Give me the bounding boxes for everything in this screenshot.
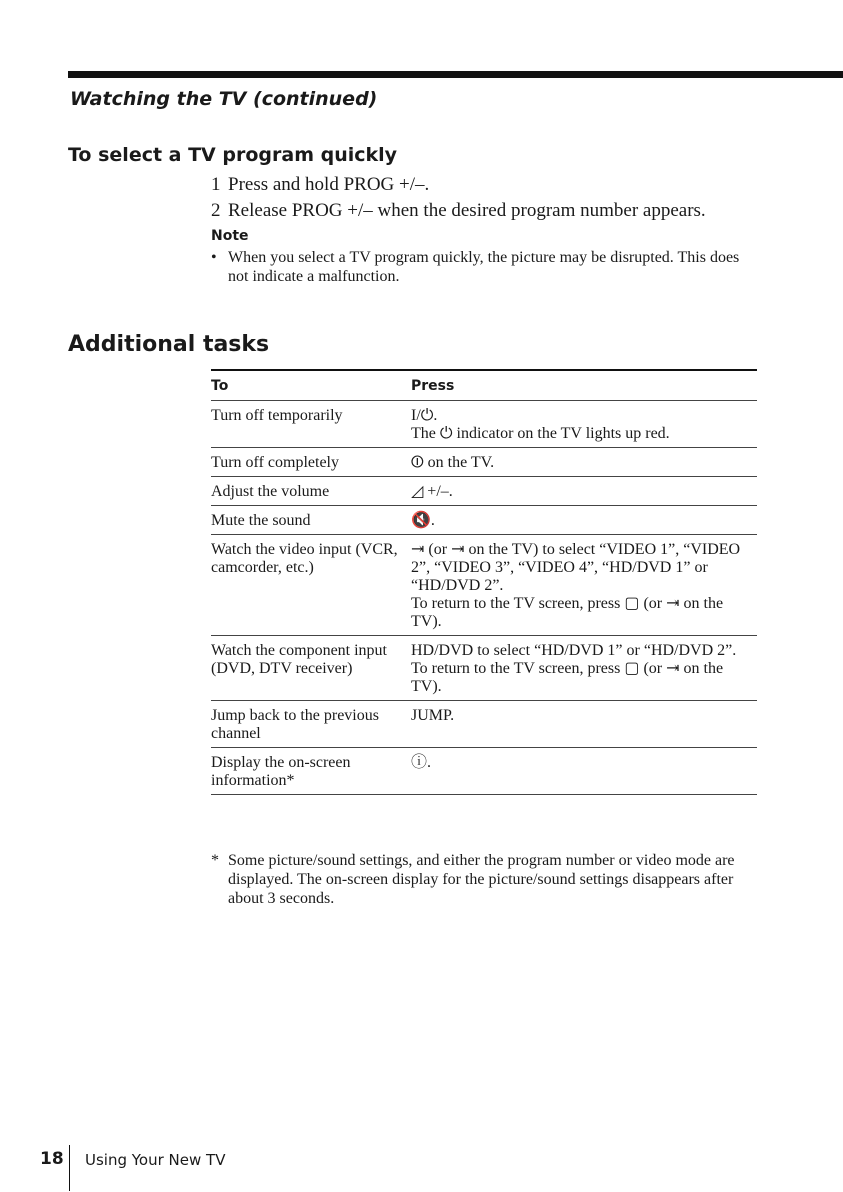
- note: [211, 248, 751, 286]
- top-rule: [68, 71, 843, 78]
- page-divider: [69, 1145, 70, 1191]
- press-cell: [411, 707, 757, 743]
- footnote-text: Some picture/sound settings, and either the program number or video mode are displayed. The on-screen display for the picture/sound settings disappears after about 3 seconds.: [228, 852, 735, 907]
- step-number: 1: [211, 174, 221, 195]
- table-row: [211, 400, 757, 447]
- section-header: Watching the TV (continued): [70, 88, 378, 110]
- press-cell: [411, 754, 757, 790]
- press-line: ⇥ (or ⇥ on the TV) to select “VIDEO 1”, “VIDEO 2”, “VIDEO 3”, “VIDEO 4”, “HD/DVD 1” or “HD/DVD 2”.: [411, 541, 741, 594]
- task-cell: Turn off temporarily: [211, 407, 343, 424]
- press-cell: [411, 541, 757, 631]
- step-text: Release PROG +/– when the desired program number appears.: [228, 200, 706, 221]
- press-line: ◿ +/–.: [411, 483, 453, 500]
- table-row: [211, 700, 757, 747]
- press-cell: [411, 483, 757, 501]
- press-line: ⓘ.: [411, 754, 432, 771]
- task-cell: Turn off completely: [211, 454, 339, 471]
- task-cell: Jump back to the previous channel: [211, 707, 379, 742]
- quick-select-steps: [211, 172, 706, 224]
- press-line: JUMP.: [411, 707, 455, 724]
- table-row: [211, 505, 757, 534]
- table-row: [211, 635, 757, 700]
- page-number: 18: [40, 1149, 64, 1169]
- note-bullet: •: [211, 249, 217, 266]
- table-row: [211, 747, 757, 795]
- task-cell: Display the on-screen information*: [211, 754, 351, 789]
- task-cell: Mute the sound: [211, 512, 311, 529]
- task-cell: Watch the video input (VCR, camcorder, etc.): [211, 541, 398, 576]
- press-cell: [411, 642, 757, 696]
- column-header-press: Press: [411, 377, 455, 394]
- press-line: To return to the TV screen, press ▢ (or ⇥ on the TV).: [411, 595, 724, 630]
- footer-section-title: Using Your New TV: [85, 1151, 226, 1169]
- press-cell: [411, 512, 757, 530]
- column-header-to: To: [211, 377, 229, 394]
- footnote-marker: *: [211, 852, 219, 869]
- press-line: HD/DVD to select “HD/DVD 1” or “HD/DVD 2”.: [411, 642, 737, 659]
- task-cell: Adjust the volume: [211, 483, 330, 500]
- press-line: I/⏻.: [411, 407, 438, 424]
- step-2: [211, 198, 706, 224]
- press-cell: [411, 454, 757, 472]
- press-line: 🔇.: [411, 512, 435, 529]
- additional-tasks-heading: Additional tasks: [68, 332, 270, 357]
- table-row: [211, 447, 757, 476]
- table-row: [211, 534, 757, 635]
- note-title: Note: [211, 228, 249, 244]
- table-header: [211, 371, 757, 400]
- quick-select-heading: To select a TV program quickly: [68, 144, 398, 166]
- tasks-table: [211, 369, 757, 795]
- step-number: 2: [211, 200, 221, 221]
- press-line: ⏼ on the TV.: [411, 454, 495, 471]
- press-line: The ⏻ indicator on the TV lights up red.: [411, 425, 670, 442]
- step-text: Press and hold PROG +/–.: [228, 174, 430, 195]
- table-row: [211, 476, 757, 505]
- step-1: [211, 172, 706, 198]
- task-cell: Watch the component input (DVD, DTV receiver): [211, 642, 387, 677]
- press-line: To return to the TV screen, press ▢ (or ⇥ on the TV).: [411, 660, 724, 695]
- note-text: When you select a TV program quickly, the picture may be disrupted. This does not indicate a malfunction.: [228, 249, 740, 285]
- footnote: [211, 851, 756, 908]
- press-cell: [411, 407, 757, 443]
